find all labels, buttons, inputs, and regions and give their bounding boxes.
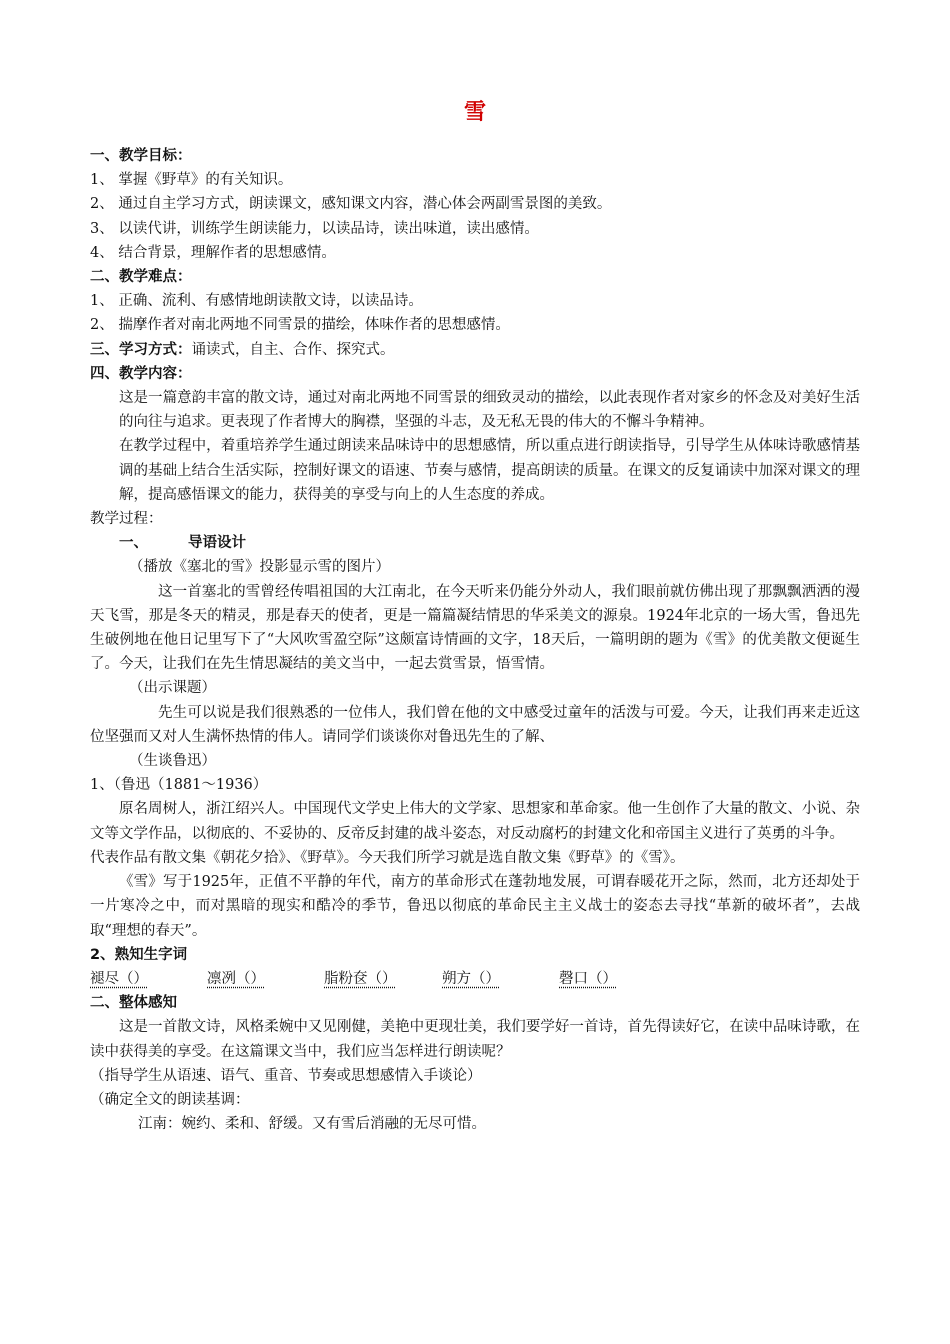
intro-paragraph: 先生可以说是我们很熟悉的一位伟人，我们曾在他的文中感受过童年的活泼与可爱。今天，让我们再来走近这位坚强而又对人生满怀热情的伟人。请同学们谈谈你对鲁迅先生的了解、 <box>90 704 860 745</box>
objective-item: 4、 结合背景，理解作者的思想感情。 <box>90 244 336 261</box>
luxun-heading: 1、（鲁迅（1881～1936） <box>90 777 268 794</box>
objective-item: 1、 掌握《野草》的有关知识。 <box>90 172 293 189</box>
content-paragraph-2: 在教学过程中，着重培养学生通过朗读来品味诗中的思想感情，所以重点进行朗读指导，引导学生从体味诗歌感情基调的基础上结合生活实际，控制好课文的语速、节奏与感情，提高朗读的质量。在课文的反复诵读中加深对课文的理解，提高感悟课文的能力，获得美的享受与向上的人生态度的养成。 <box>119 438 860 503</box>
content-paragraph-1: 这是一篇意韵丰富的散文诗，通过对南北两地不同雪景的细致灵动的描绘，以此表现作者对家乡的怀念及对美好生活的向往与追求。更表现了作者博大的胸襟，坚强的斗志，及无私无畏的伟大的不懈斗争精神。 <box>119 390 860 431</box>
step-title: 导语设计 <box>188 535 246 552</box>
section-heading-method: 三、学习方式： <box>90 341 192 358</box>
section-heading-overall: 二、整体感知 <box>90 995 177 1012</box>
vocab-heading: 2、熟知生字词 <box>90 946 188 963</box>
process-label: 教学过程： <box>90 511 163 528</box>
section-heading-objectives: 一、教学目标： <box>90 148 192 164</box>
learning-method-text: 诵读式，自主、合作、探究式。 <box>191 341 395 358</box>
vocab-item: 磬口（） <box>559 970 617 987</box>
objective-item: 2、 通过自主学习方式，朗读课文，感知课文内容，潜心体会两副雪景图的美致。 <box>90 196 612 213</box>
vocab-item: 朔方（） <box>442 970 500 987</box>
section-heading-difficulties: 二、教学难点： <box>90 269 192 286</box>
intro-paragraph: 这一首塞北的雪曾经传唱祖国的大江南北，在今天听来仍能分外动人，我们眼前就仿佛出现了那飘飘洒洒的漫天飞雪，那是冬天的精灵，那是春天的使者，更是一篇篇凝结情思的华采美文的源泉。1924年北京的一场大雪，鲁迅先生破例地在他日记里写下了“大风吹雪盈空际”这颇富诗情画的文字，18天后，一篇明朗的题为《雪》的优美散文便诞生了。今天，让我们在先生情思凝结的美文当中，一起去赏雪景，悟雪情。 <box>90 583 860 673</box>
overall-paragraph: 这是一首散文诗，风格柔婉中又见刚健，美艳中更现壮美，我们要学好一首诗，首先得读好它，在读中品味诗歌，在读中获得美的享受。在这篇课文当中，我们应当怎样进行朗读呢？ <box>90 1019 860 1060</box>
background-paragraph: 《雪》写于1925年，正值不平静的年代，南方的革命形式在蓬勃地发展，可谓春暖花开之际，然而，北方还却处于一片寒冷之中，而对黑暗的现实和酷冷的季节，鲁迅以彻底的革命民主主义战士的姿态去寻找“革新的破坏者”，去战取“理想的春天”。 <box>90 874 860 939</box>
document-title: 雪 <box>463 100 486 125</box>
works-line: 代表作品有散文集《朝花夕拾》、《野草》。今天我们所学习就是选自散文集《野草》的《雪》。 <box>90 849 685 866</box>
difficulty-item: 2、 揣摩作者对南北两地不同雪景的描绘，体味作者的思想感情。 <box>90 317 510 334</box>
section-heading-content: 四、教学内容： <box>90 365 192 382</box>
objective-item: 3、 以读代讲，训练学生朗读能力，以读品诗，读出味道，读出感情。 <box>90 220 539 237</box>
vocab-list <box>90 967 860 991</box>
guidance-note: （指导学生从语速、语气、重音、节奏或思想感情入手谈论） <box>90 1067 482 1084</box>
learning-method-line <box>90 338 860 362</box>
stage-note: （播放《塞北的雪》投影显示雪的图片） <box>129 559 390 576</box>
stage-note: （生谈鲁迅） <box>129 753 216 770</box>
vocab-item: 凛冽（） <box>207 970 265 987</box>
step-number: 一、 <box>119 535 148 552</box>
stage-note: （出示课题） <box>129 680 216 697</box>
difficulty-item: 1、 正确、流利、有感情地朗读散文诗，以读品诗。 <box>90 293 423 310</box>
vocab-item: 褪尽（） <box>90 970 148 987</box>
jiangnan-line: 江南：婉约、柔和、舒缓。又有雪后消融的无尽可惜。 <box>138 1116 486 1133</box>
vocab-item: 脂粉奁（） <box>324 970 397 987</box>
luxun-bio-paragraph: 原名周树人，浙江绍兴人。中国现代文学史上伟大的文学家、思想家和革命家。他一生创作了大量的散文、小说、杂文等文学作品，以彻底的、不妥协的、反帝反封建的战斗姿态，对反动腐朽的封建文化和帝国主义进行了英勇的斗争。 <box>90 801 860 842</box>
document-page <box>90 96 860 1136</box>
guidance-note: （确定全文的朗读基调： <box>90 1091 250 1108</box>
step-heading <box>90 531 860 555</box>
